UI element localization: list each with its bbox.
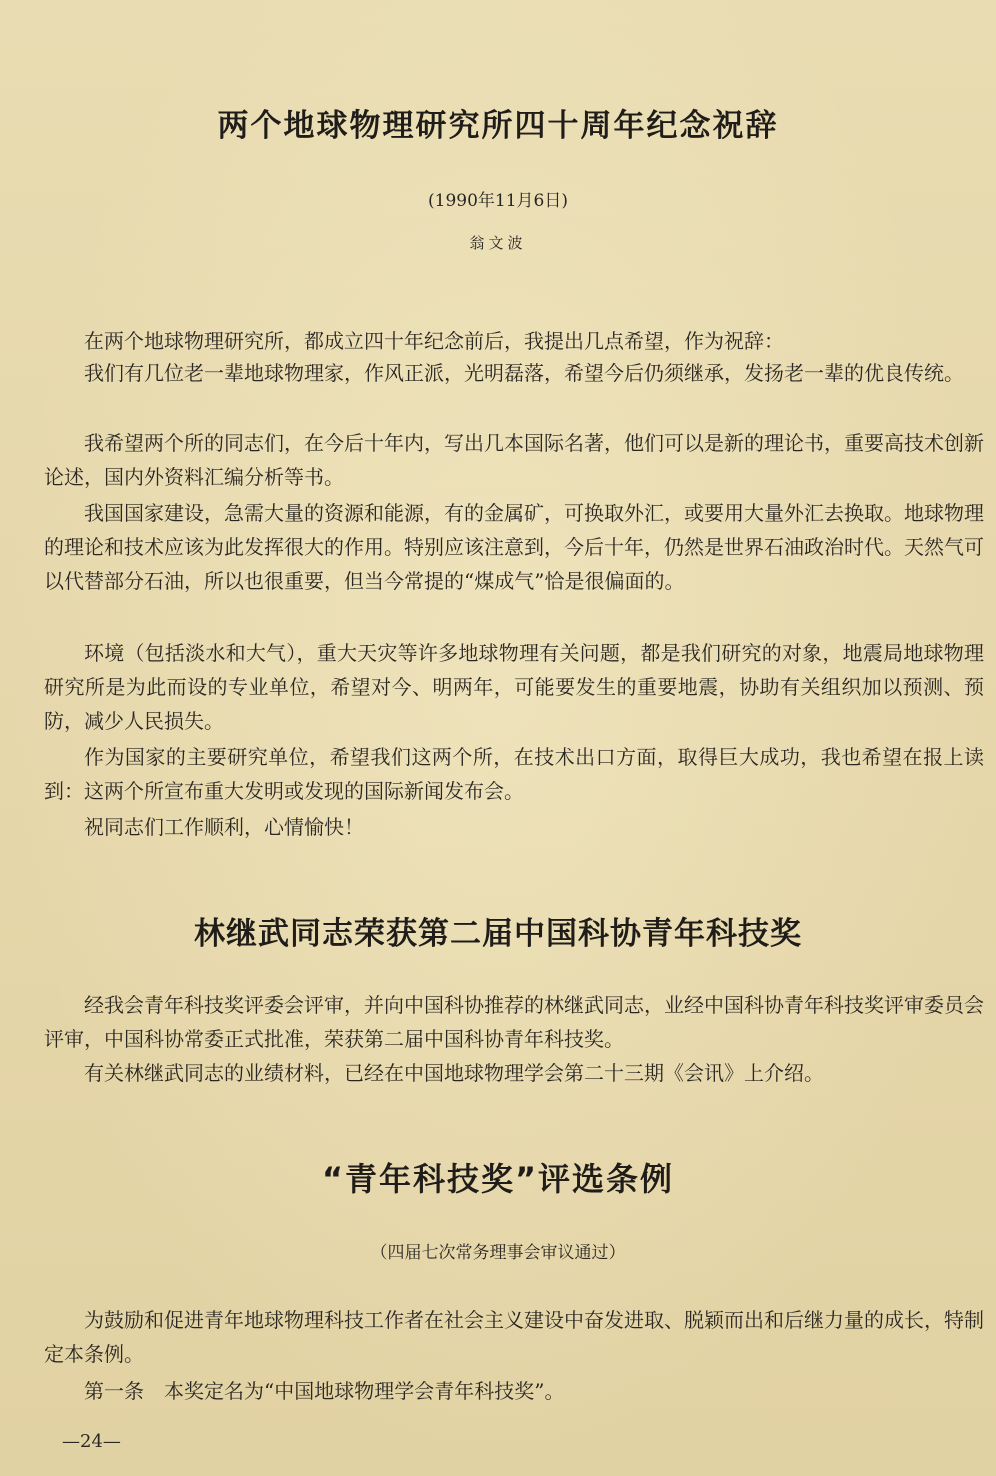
article3-paragraph: 第一条 本奖定名为“中国地球物理学会青年科技奖”。 (84, 1379, 565, 1403)
article2-title: 林继武同志荣获第二届中国科协青年科技奖 (194, 916, 802, 952)
article1-paragraph: 我们有几位老一辈地球物理家，作风正派，光明磊落，希望今后仍须继承，发扬老一辈的优良传统。 (84, 361, 964, 385)
article3-paragraph: 为鼓励和促进青年地球物理科技工作者在社会主义建设中奋发进取、脱颖而出和后继力量的成长，特制定本条例。 (44, 1308, 984, 1366)
page-number: —24— (62, 1431, 121, 1452)
article1-paragraph: 我希望两个所的同志们，在今后十年内，写出几本国际名著，他们可以是新的理论书，重要高技术创新论述，国内外资料汇编分析等书。 (44, 431, 984, 489)
article1-author: 翁文波 (469, 234, 527, 252)
article2-paragraph: 有关林继武同志的业绩材料，已经在中国地球物理学会第二十三期《会讯》上介绍。 (84, 1061, 824, 1085)
article3-subtitle: （四届七次常务理事会审议通过） (370, 1243, 626, 1263)
article2-paragraph: 经我会青年科技奖评委会评审，并向中国科协推荐的林继武同志，业经中国科协青年科技奖评审委员会评审，中国科协常委正式批准，荣获第二届中国科协青年科技奖。 (44, 993, 984, 1051)
article1-paragraph: 作为国家的主要研究单位，希望我们这两个所，在技术出口方面，取得巨大成功，我也希望在报上读到：这两个所宣布重大发明或发现的国际新闻发布会。 (44, 745, 984, 803)
article1-title: 两个地球物理研究所四十周年纪念祝辞 (217, 108, 779, 144)
article3-title: “青年科技奖”评选条例 (321, 1160, 675, 1198)
article1-paragraph: 我国国家建设，急需大量的资源和能源，有的金属矿，可换取外汇，或要用大量外汇去换取。地球物理的理论和技术应该为此发挥很大的作用。特别应该注意到，今后十年，仍然是世界石油政治时代。天然气可以代替部分石油，所以也很重要，但当今常提的“煤成气”恰是很偏面的。 (44, 501, 984, 593)
article1-paragraph: 在两个地球物理研究所，都成立四十年纪念前后，我提出几点希望，作为祝辞： (84, 329, 784, 353)
article1-date: (1990年11月6日) (428, 191, 568, 211)
article1-paragraph: 环境（包括淡水和大气），重大天灾等许多地球物理有关问题，都是我们研究的对象，地震局地球物理研究所是为此而设的专业单位，希望对今、明两年，可能要发生的重要地震，协助有关组织加以预测、预防，减少人民损失。 (44, 641, 984, 733)
article1-paragraph: 祝同志们工作顺利，心情愉快！ (84, 815, 364, 839)
